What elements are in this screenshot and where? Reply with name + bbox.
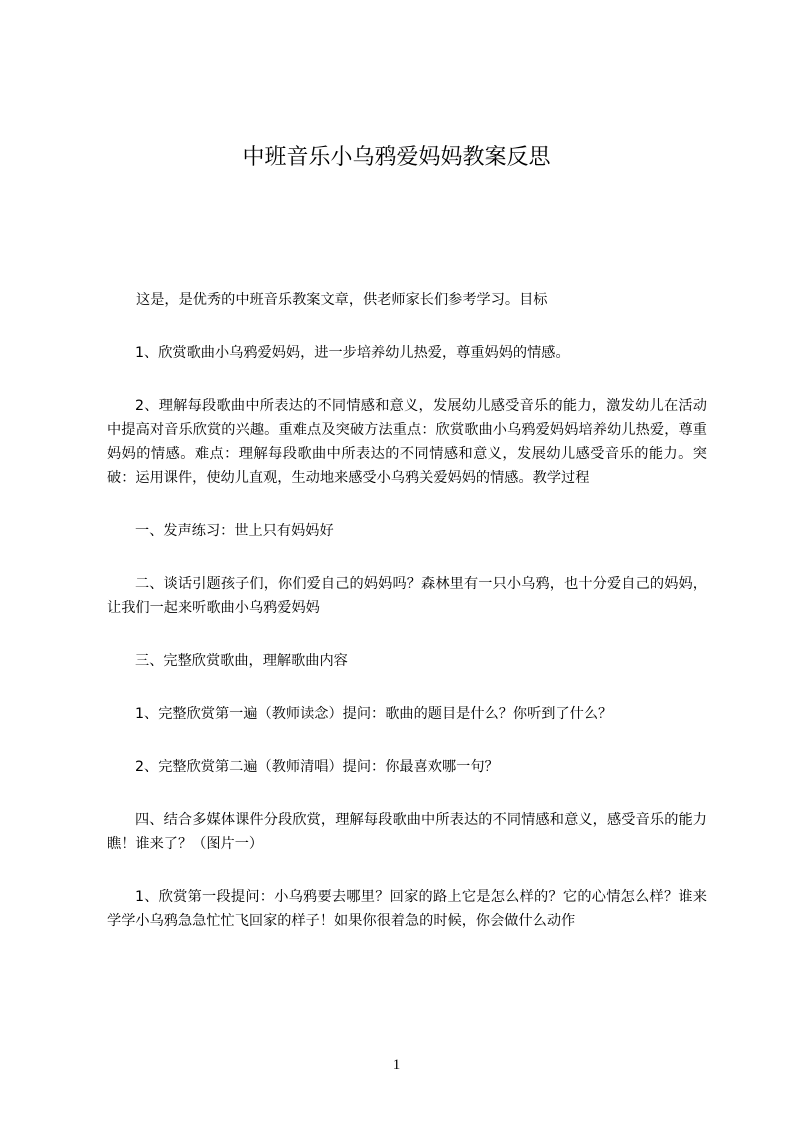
document-body	[107, 288, 707, 962]
paragraph-intro: 这是，是优秀的中班音乐教案文章，供老师家长们参考学习。目标	[136, 292, 548, 308]
paragraph-goal-1: 1、欣赏歌曲小乌鸦爱妈妈，进一步培养幼儿热爱，尊重妈妈的情感。	[135, 345, 570, 361]
paragraph-step-3-1: 1、完整欣赏第一遍（教师读念）提问：歌曲的题目是什么？你听到了什么？	[135, 706, 613, 722]
paragraph-step-3: 三、完整欣赏歌曲，理解歌曲内容	[135, 653, 348, 669]
paragraph-step-2: 二、谈话引题孩子们，你们爱自己的妈妈吗？森林里有一只小乌鸦，也十分爱自己的妈妈，让我们一起来听歌曲小乌鸦爱妈妈	[107, 576, 707, 616]
paragraph-step-3-2: 2、完整欣赏第二遍（教师清唱）提问：你最喜欢哪一句？	[135, 759, 499, 775]
paragraph-goal-2: 2、理解每段歌曲中所表达的不同情感和意义，发展幼儿感受音乐的能力，激发幼儿在活动中提高对音乐欣赏的兴趣。重难点及突破方法重点：欣赏歌曲小乌鸦爱妈妈培养幼儿热爱，尊重妈妈的情感。难点：理解每段歌曲中所表达的不同情感和意义，发展幼儿感受音乐的能力。突破：运用课件，使幼儿直观，生动地来感受小乌鸦关爱妈妈的情感。教学过程	[107, 398, 707, 486]
paragraph-step-1: 一、发声练习：世上只有妈妈好	[135, 523, 334, 539]
page-number: 1	[392, 1057, 401, 1073]
document-title: 中班音乐小乌鸦爱妈妈教案反思	[242, 145, 551, 170]
paragraph-step-4: 四、结合多媒体课件分段欣赏，理解每段歌曲中所表达的不同情感和意义，感受音乐的能力瞧！谁来了？（图片一）	[107, 812, 707, 852]
paragraph-step-4-1: 1、欣赏第一段提问：小乌鸦要去哪里？回家的路上它是怎么样的？它的心情怎么样？谁来学学小乌鸦急急忙忙飞回家的样子！如果你很着急的时候，你会做什么动作	[107, 889, 707, 929]
